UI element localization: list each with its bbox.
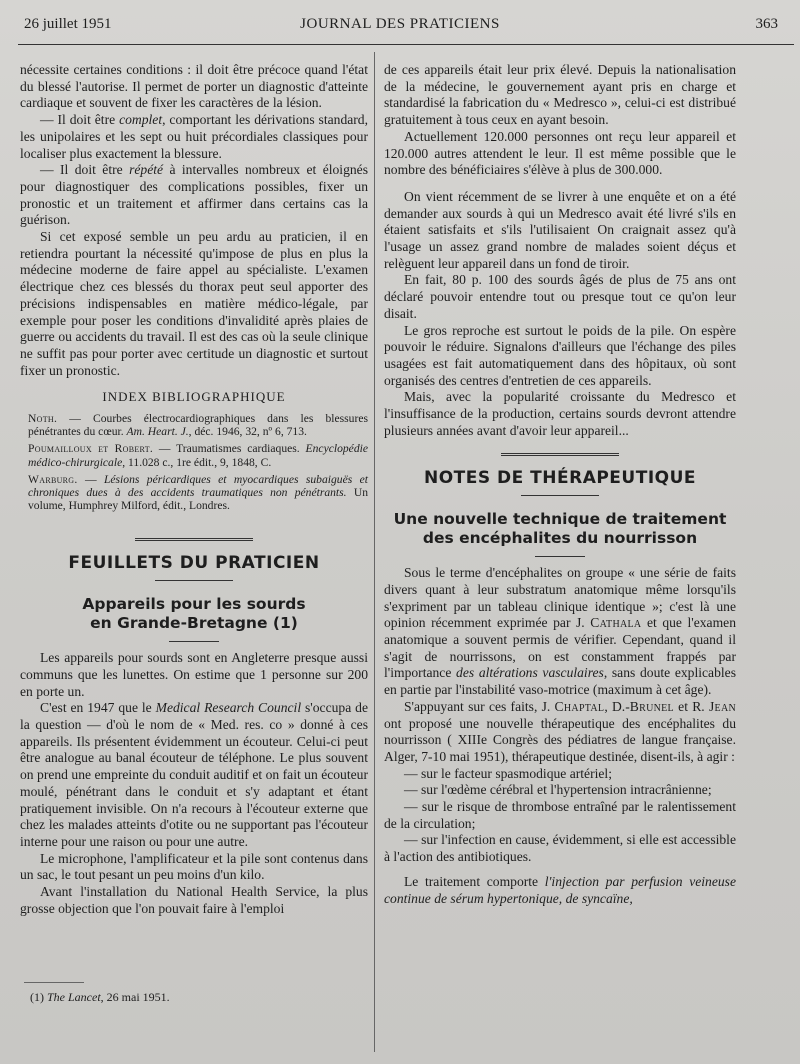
- text: , sans doute explicables en partie par l'instabilité vaso-motrice (maximum à cet âge).: [384, 665, 736, 698]
- author: Warburg.: [28, 472, 78, 486]
- paragraph: Mais, avec la popularité croissante du Medresco et l'insuffisance de la production, certains sourds devront attendre plusieurs années avant d'avoir leur appareil...: [384, 389, 736, 438]
- column-divider: [374, 52, 375, 1052]
- text: , déc. 1946, 32, nº 6, 713.: [188, 425, 307, 439]
- text: C'est en 1947 que le: [40, 700, 156, 716]
- paragraph: On vient récemment de se livrer à une enquête et on a été demander aux sourds à qui un Medresco avait été livré s'ils en étaient satisfaits et s'ils l'utilisaient On craignait assez qu'à l'usage un assez grand nombre de malades soient déçus et relèguent leur appareil dans un fond de tiroir.: [384, 188, 736, 271]
- paragraph: [20, 700, 368, 850]
- list-item: — sur le facteur spasmodique artériel;: [404, 765, 612, 781]
- text: — Il doit être: [40, 112, 120, 128]
- author: Noth.: [28, 412, 58, 426]
- paragraph: Le microphone, l'amplificateur et la pile sont contenus dans un sac, le tout pesant un peu moins d'un kilo.: [20, 850, 368, 883]
- text: et R.: [673, 698, 709, 714]
- text: —: [77, 472, 104, 486]
- author: Jean: [708, 698, 736, 714]
- text: ont proposé une nouvelle thérapeutique des encéphalites du nourrisson ( XIIIe Congrès des pédiatres de langue française. Alger, 7-10 mai 1951), thérapeutique destinée, disent-ils, à agir :: [384, 715, 736, 764]
- emphasis: des altérations vasculaires: [456, 665, 604, 681]
- emphasis: The Lancet: [47, 990, 101, 1004]
- text: , comportant les dérivations standard, les unipolaires et les sept ou huit précordiales classiques pour localiser plus exactement la blessure.: [20, 112, 369, 161]
- header-date: 26 juillet 1951: [24, 16, 112, 32]
- title-rule: [535, 556, 585, 557]
- footnote-rule: [24, 982, 84, 983]
- emphasis: répété: [129, 162, 164, 178]
- bibliography-entry: [20, 473, 368, 513]
- paragraph: Les appareils pour sourds sont en Angleterre presque aussi communs que les lunettes. On estime que 1 personne sur 200 en porte un.: [20, 650, 368, 699]
- author: Poumailloux et Robert.: [28, 442, 154, 456]
- bibliography-title: INDEX BIBLIOGRAPHIQUE: [102, 389, 286, 405]
- text: à intervalles nombreux et éloignés pour diagnostiquer des complications possibles, fixer un pronostic et un traitement et affirmer dans certains cas la guérison.: [20, 162, 368, 228]
- text: — Courbes électrocardiographiques dans les blessures pénétrantes du cœur.: [28, 412, 368, 439]
- emphasis: Lésions péricardiques et myocardiques subaiguës et chroniques dues à des accidents traumatiques non pénétrants.: [28, 472, 368, 500]
- bibliography-entry: [20, 442, 368, 468]
- paragraph: [384, 874, 736, 907]
- bibliography-entry: [20, 412, 368, 438]
- text: S'appuyant sur ces faits, J.: [404, 698, 555, 714]
- paragraph: de ces appareils était leur prix élevé. Depuis la nationalisation de la médecine, le gouvernement ayant pris en charge et standardisé la fabrication du « Medresco », celui-ci est distribué gratuitement à tous ceux en ayant besoin.: [384, 62, 736, 128]
- text: s'occupa de la question — d'où le nom de « Med. res. co » donné à ces appareils. Ils présentent évidemment un écouteur. Celui-ci peut être analogue au banal écouteur de téléphone. Le plus souvent on prend une empreinte du conduit auditif et on fait un écouteur moulé, pénétrant dans le conduit et s'y adaptant et étant pratiquement invisible. On n'a recours à l'écouteur externe que chez les malades atteints d'otite ou ne supportant pas l'écouteur interne pour une raison ou pour une autre.: [20, 700, 368, 849]
- article-title: [20, 595, 368, 633]
- text: , D.-: [604, 698, 630, 714]
- text: Sous le terme d'encéphalites on groupe « une série de faits divers quant à leur substratum anatomique même lorsqu'ils s'expriment par un tableau clinique identique »; c'est là une opinion récemment exprimée par J.: [384, 565, 736, 631]
- article-title-line: Une nouvelle technique de traitement: [393, 510, 727, 529]
- paragraph: [384, 565, 736, 699]
- paragraph: [20, 162, 368, 229]
- emphasis: complet: [119, 112, 163, 128]
- header-rule: [18, 44, 794, 45]
- section-title: NOTES DE THÉRAPEUTIQUE: [423, 468, 697, 489]
- section-title: FEUILLETS DU PRATICIEN: [68, 553, 320, 574]
- paragraph: Si cet exposé semble un peu ardu au praticien, il en retiendra pourtant la nécessité qu'impose de plus en plus la médecine moderne de faire appel au spécialiste. L'examen électrique chez ces blessés du thorax peut seul apporter des précisions indispensables en matière médico-légale, par exemple pour poser les conditions d'invalidité après plaies de guerre ou accidents du travail. Il est des cas où la seule clinique ne suffit pas pour porter avec certitude un diagnostic et surtout fixer un pronostic.: [20, 229, 368, 378]
- author: Chaptal: [554, 698, 605, 714]
- title-rule: [169, 641, 219, 642]
- paragraph: Actuellement 120.000 personnes ont reçu leur appareil et 120.000 autres attendent le leur. Il est même possible que le nombre des bénéficiaires s'élève à plus de 300.000.: [384, 128, 736, 178]
- list-item: — sur l'infection en cause, évidemment, si elle est accessible à l'action des antibiotiques.: [384, 832, 736, 865]
- emphasis: Medical Research Council: [155, 700, 302, 716]
- footnote: [30, 990, 170, 1005]
- paragraph: Le gros reproche est surtout le poids de la pile. On espère pouvoir le réduire. Signalons d'ailleurs que l'échange des piles usagées est fait automatiquement dans des hôpitaux, où sont organisés des centres d'entretien de ces appareils.: [384, 322, 736, 388]
- list-item: — sur le risque de thrombose entraîné par le ralentissement de la circulation;: [384, 799, 736, 831]
- header-page-number: 363: [755, 16, 778, 32]
- page-header: [0, 14, 800, 42]
- text: Un volume, Humphrey Milford, édit., Londres.: [28, 486, 368, 513]
- paragraph: nécessite certaines conditions : il doit être précoce quand l'état du blessé l'autorise. Il permet de porter un diagnostic d'atteinte cardiaque et souvent de fixer les caractères de la lésion.: [20, 62, 368, 111]
- text: (1): [30, 990, 47, 1004]
- text: , 26 mai 1951.: [100, 990, 170, 1004]
- header-journal-title: JOURNAL DES PRATICIENS: [300, 16, 500, 32]
- paragraph: Avant l'installation du National Health Service, la plus grosse objection que l'on pouvait faire à l'emploi: [20, 884, 368, 916]
- emphasis: Am. Heart. J.: [126, 425, 189, 439]
- paragraph: [20, 112, 368, 162]
- author: Brunel: [629, 698, 674, 714]
- text: — Il doit être: [40, 162, 130, 178]
- right-column: [384, 62, 736, 907]
- article-title-line: Appareils pour les sourds: [82, 595, 306, 614]
- emphasis: Encyclopédie médico-chirurgicale: [28, 442, 368, 469]
- article-title-line: en Grande-Bretagne (1): [90, 614, 298, 633]
- article-title: [384, 510, 736, 548]
- text: Le traitement comporte: [404, 873, 545, 889]
- author: Cathala: [590, 615, 642, 631]
- emphasis: l'injection par perfusion veineuse continue de sérum hypertonique, de syncaïne,: [384, 873, 736, 906]
- left-column: [20, 62, 368, 917]
- text: — Traumatismes cardiaques.: [153, 442, 306, 456]
- paragraph: En fait, 80 p. 100 des sourds âgés de plus de 75 ans ont déclaré pouvoir entendre tout ou presque tout ce qu'on leur disait.: [384, 272, 736, 321]
- title-rule: [155, 580, 233, 581]
- text: , 11.028 c., 1re édit., 9, 1848, C.: [122, 455, 272, 469]
- paragraph: [384, 699, 736, 766]
- list-item: — sur l'œdème cérébral et l'hypertension intracrânienne;: [404, 782, 712, 798]
- title-rule: [521, 495, 599, 496]
- article-title-line: des encéphalites du nourrisson: [422, 529, 698, 548]
- text: et que l'examen anatomique a souvent permis de vérifier. Cependant, quand il s'agit de nourrissons, on est constamment frappés par l'importance: [384, 615, 736, 681]
